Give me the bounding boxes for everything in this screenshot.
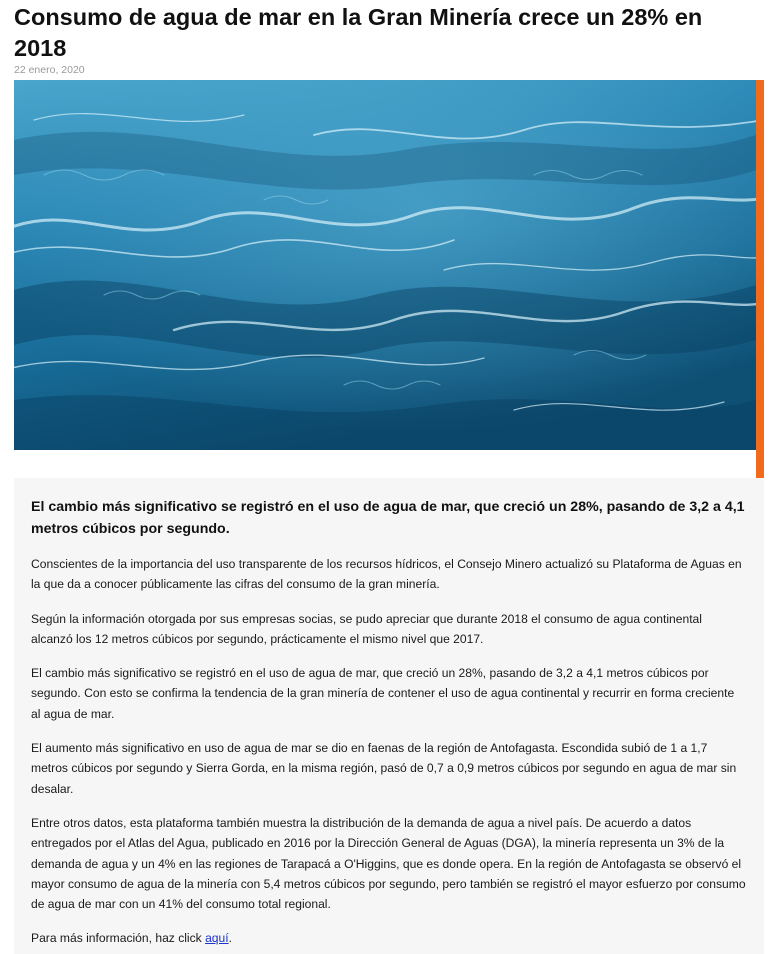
sea-water-illustration xyxy=(14,80,756,450)
article-paragraph: Conscientes de la importancia del uso transparente de los recursos hídricos, el Consejo Minero actualizó su Plataforma de Aguas en la que da a conocer públicamente las cifras del consumo de la gran minería. xyxy=(31,557,742,592)
more-info-suffix: . xyxy=(228,931,232,946)
article-date: 22 enero, 2020 xyxy=(14,64,85,76)
article-body xyxy=(14,478,764,954)
hero-image-sea-water xyxy=(14,80,756,450)
more-info-link[interactable]: aquí xyxy=(205,931,229,946)
article-paragraph: Según la información otorgada por sus empresas socias, se pudo apreciar que durante 2018 el consumo de agua continental alcanzó los 12 metros cúbicos por segundo, prácticamente el mismo nivel que 2017. xyxy=(31,611,702,646)
article-paragraph: Entre otros datos, esta plataforma también muestra la distribución de la demanda de agua a nivel país. De acuerdo a datos entregados por el Atlas del Agua, publicado en 2016 por la Dirección General de Aguas (DGA), la minería representa un 3% de la demanda de agua y un 4% en las regiones de Tarapacá a O'Higgins, que es donde opera. En la región de Antofagasta se observó el mayor consumo de agua de la minería con 5,4 metros cúbicos por segundo, pero también se registró el mayor esfuerzo por consumo de agua de mar con un 41% del consumo total regional. xyxy=(31,815,746,912)
more-info-line xyxy=(31,928,746,948)
article-lead: El cambio más significativo se registró en el uso de agua de mar, que creció un 28%, pasando de 3,2 a 4,1 metros cúbicos por segundo. xyxy=(31,499,745,537)
article-title: Consumo de agua de mar en la Gran Minería crece un 28% en 2018 xyxy=(14,4,703,61)
article-paragraph: El aumento más significativo en uso de agua de mar se dio en faenas de la región de Antofagasta. Escondida subió de 1 a 1,7 metros cúbicos por segundo y Sierra Gorda, en la misma región, pasó de 0,7 a 0,9 metros cúbicos por segundo en agua de mar sin desalar. xyxy=(31,741,737,796)
more-info-text: Para más información, haz click xyxy=(31,931,206,946)
article-paragraph: El cambio más significativo se registró en el uso de agua de mar, que creció un 28%, pasando de 3,2 a 4,1 metros cúbicos por segundo. Con esto se confirma la tendencia de la gran minería de contener el uso de agua continental y recurrir en forma creciente al agua de mar. xyxy=(31,666,735,721)
accent-bar xyxy=(756,80,764,478)
